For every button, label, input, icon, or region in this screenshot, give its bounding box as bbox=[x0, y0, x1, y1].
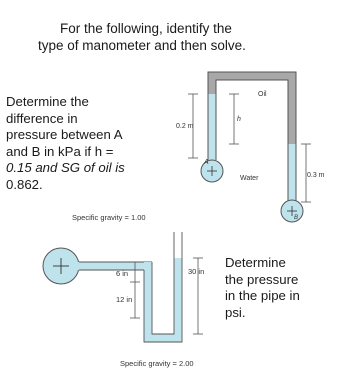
point-a-label: A bbox=[204, 159, 209, 166]
dim-12in: 12 in bbox=[116, 295, 133, 304]
oil-label: Oil bbox=[258, 91, 267, 98]
water-label: Water bbox=[240, 175, 259, 182]
problem-1-line: and B in kPa if h = bbox=[6, 143, 114, 159]
dim-6in: 6 in bbox=[116, 269, 129, 278]
left-leg-fill bbox=[144, 262, 152, 310]
intro-line-2: type of manometer and then solve. bbox=[38, 38, 246, 53]
problem-2-line: psi. bbox=[225, 304, 246, 320]
problem-2-line: Determine bbox=[225, 255, 286, 270]
problem-1-line: 0.862. bbox=[6, 176, 43, 192]
u-tube-outline bbox=[152, 232, 174, 334]
dim-30in: 30 in bbox=[188, 267, 205, 276]
sg-bottom-label: Specific gravity = 2.00 bbox=[120, 359, 194, 368]
dim-h: h bbox=[237, 116, 241, 123]
intro-line-1: For the following, identify the bbox=[60, 21, 232, 36]
problem-1-line: Determine the bbox=[6, 94, 89, 109]
dim-0-2m: 0.2 m bbox=[176, 123, 194, 130]
problem-2-line: the pressure bbox=[225, 271, 299, 287]
sg-top-label: Specific gravity = 1.00 bbox=[72, 213, 146, 222]
arm-fill bbox=[78, 262, 152, 270]
problem-1-line: pressure between A bbox=[6, 127, 123, 142]
problem-1-line: difference in bbox=[6, 110, 78, 126]
dim-0-3m: 0.3 m bbox=[307, 172, 325, 179]
problem-1-line: 0.15 and SG of oil is bbox=[6, 160, 125, 175]
right-leg-fill bbox=[174, 258, 182, 342]
problem-2-line: in the pipe in bbox=[225, 288, 300, 303]
point-b-label: B bbox=[294, 215, 299, 221]
